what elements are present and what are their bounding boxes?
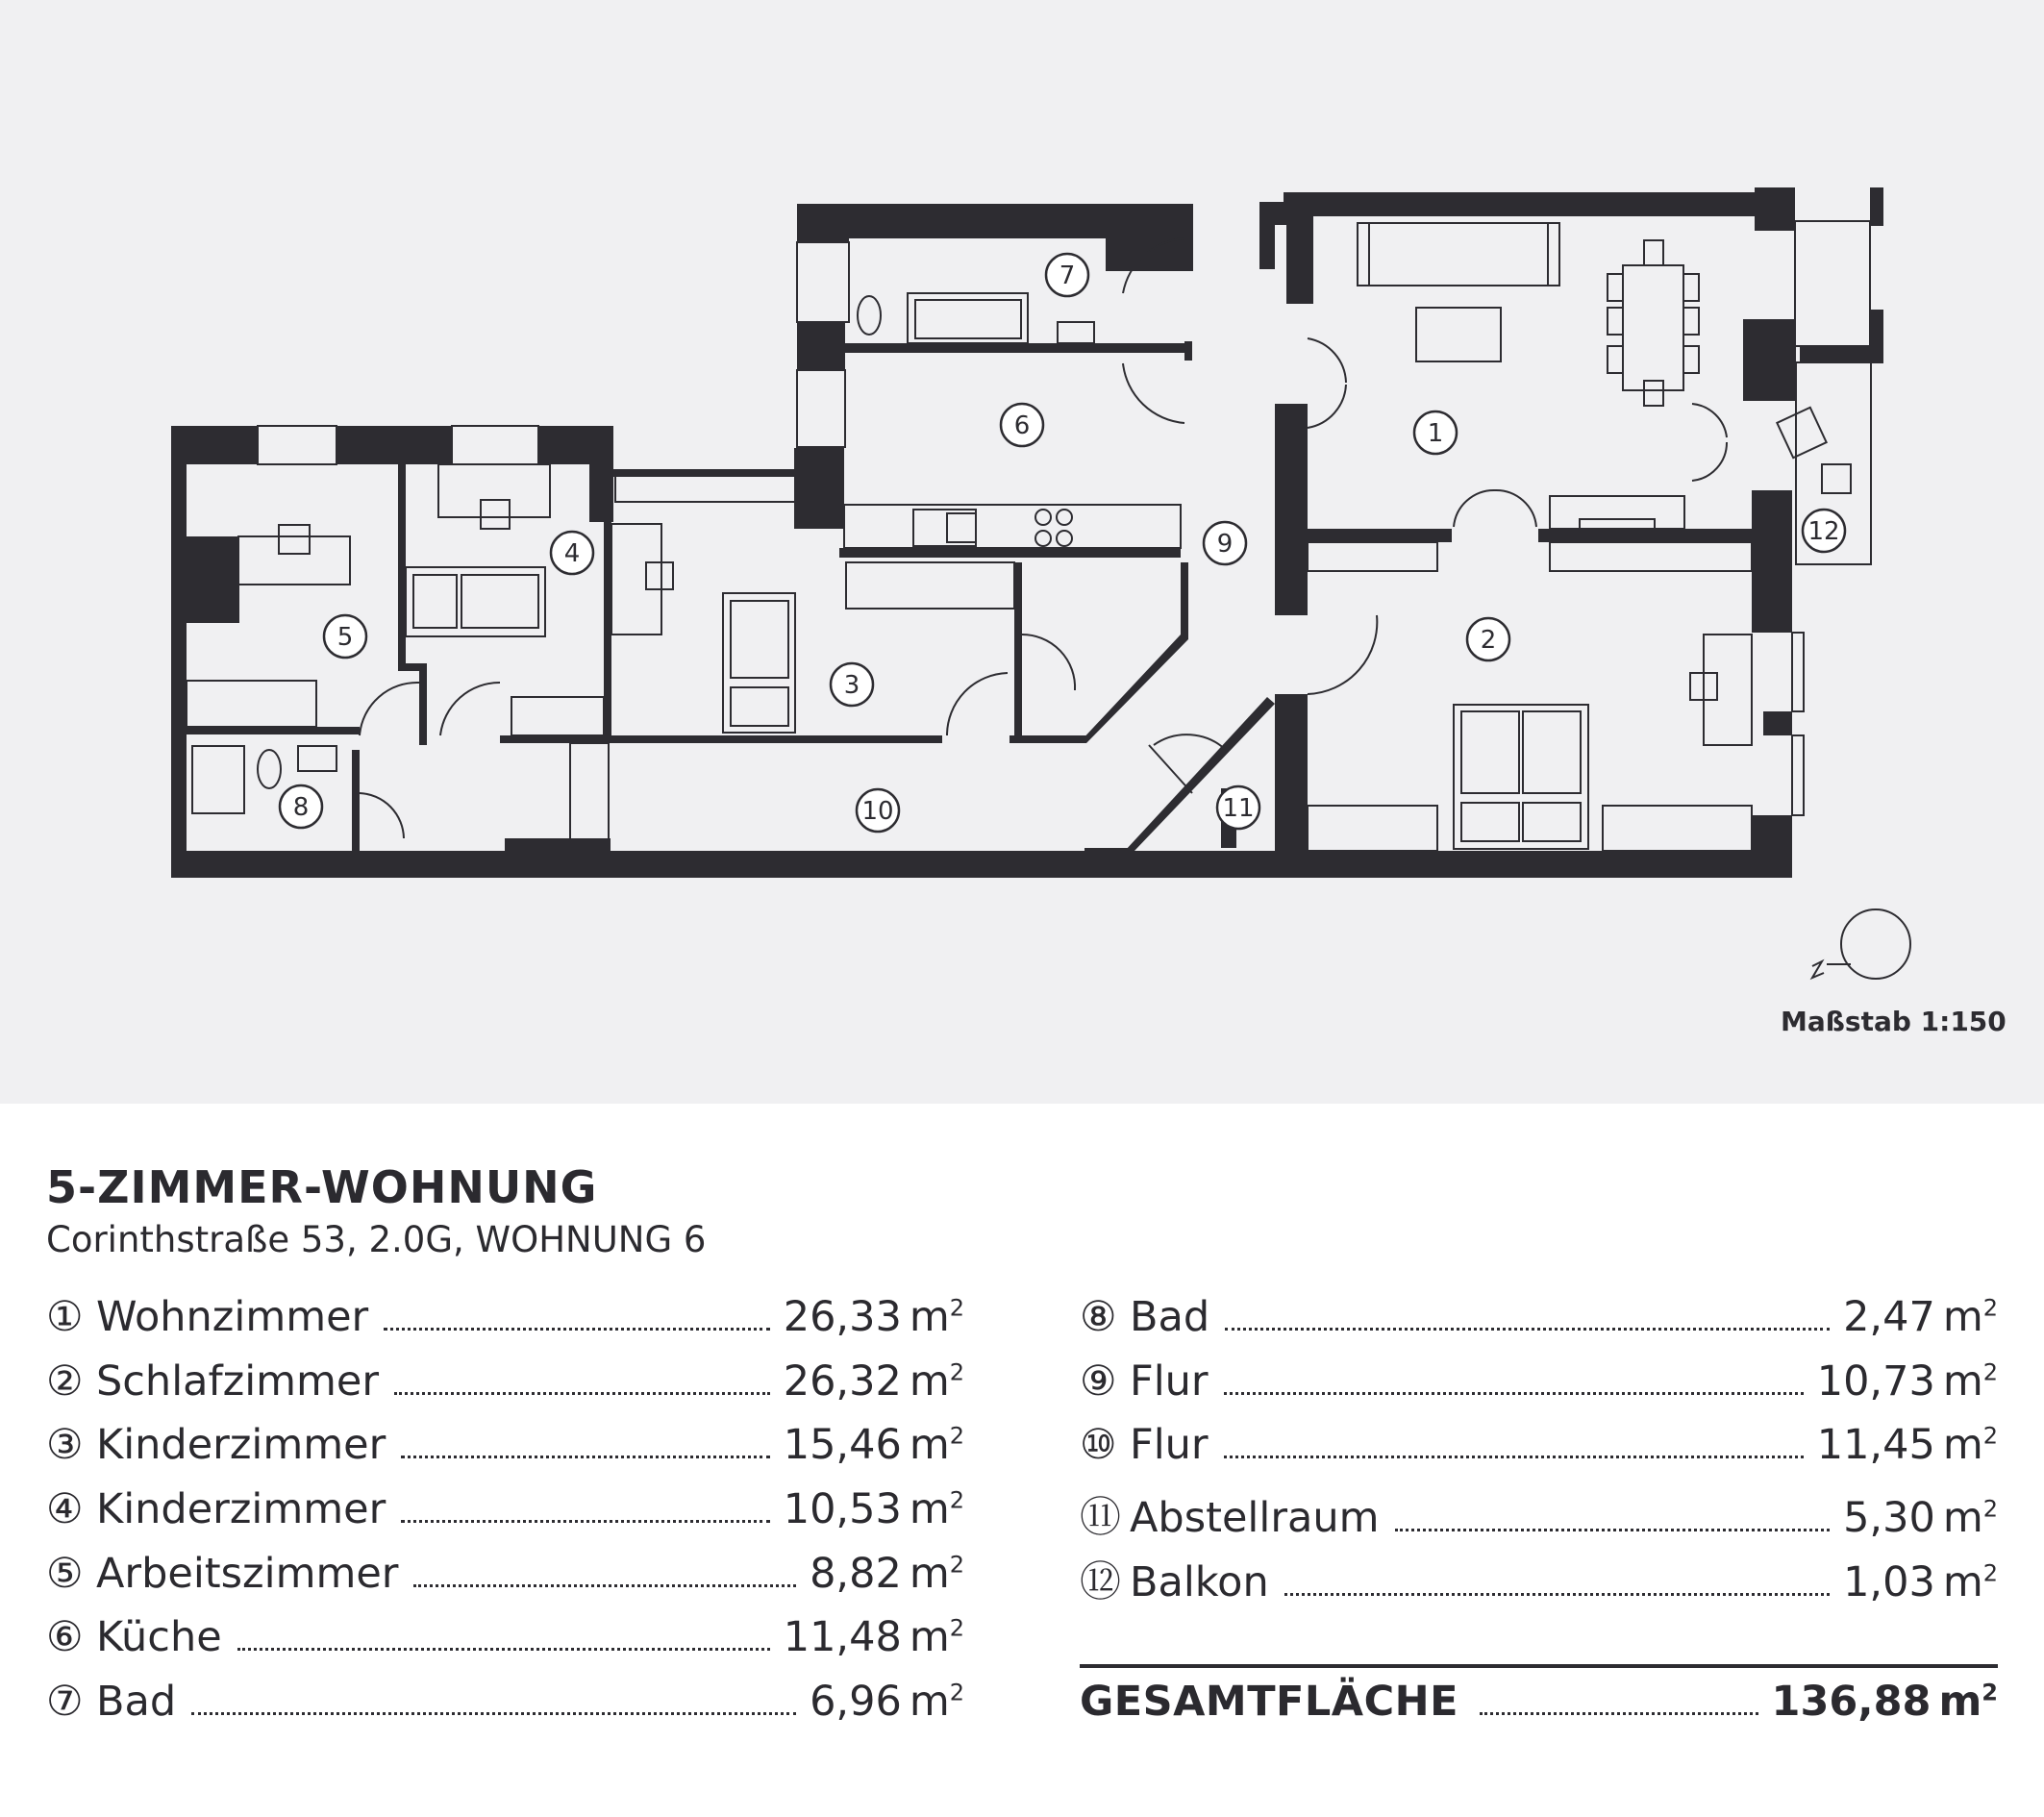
total-label: GESAMTFLÄCHE [1080,1678,1459,1726]
room-list-right [1080,1293,1998,1613]
room-row: ⑤ Arbeitszimmer 8,82 $m^2$ [46,1549,964,1598]
svg-text:10: 10 [861,797,894,826]
svg-text:2: 2 [1480,626,1497,655]
scale-label: Maßstab 1:150 [1781,1006,2007,1037]
svg-text:8: 8 [292,793,310,822]
room-row: ⑦ Bad 6,96 $m^2$ [46,1678,964,1727]
svg-text:9: 9 [1216,530,1234,559]
room-label-4 [551,532,593,574]
room-label-12 [1803,510,1845,552]
svg-text:5: 5 [337,623,354,652]
walls [171,187,1883,878]
room-row: ⑩ Flur 11,45 $m^2$ [1080,1421,1998,1470]
svg-text:1: 1 [1427,419,1444,448]
room-label-7 [1046,254,1088,296]
room-label-6 [1001,404,1043,446]
room-row: ⑫ Balkon 1,03 $m^2$ [1080,1557,1998,1606]
svg-text:12: 12 [1807,517,1840,546]
room-label-2 [1467,618,1509,660]
room-label-9 [1204,522,1246,564]
windows [258,202,1870,839]
room-label-5 [324,615,366,658]
room-label-3 [831,663,873,706]
svg-text:6: 6 [1013,411,1031,440]
svg-text:4: 4 [563,539,581,568]
apartment-info [46,1158,1998,1264]
north-arrow-icon [1812,909,1910,979]
room-row: ⑪ Abstellraum 5,30 $m^2$ [1080,1494,1998,1543]
total-value: 136,88 [1771,1678,1932,1726]
svg-text:3: 3 [843,671,860,700]
room-list-left [46,1293,964,1742]
apartment-title: 5-ZIMMER-WOHNUNG [46,1161,598,1213]
svg-text:11: 11 [1222,794,1255,823]
room-row: ⑨ Flur 10,73 $m^2$ [1080,1357,1998,1406]
room-label-10 [857,789,899,832]
room-label-8 [280,785,322,828]
room-row: ⑧ Bad 2,47 $m^2$ [1080,1293,1998,1341]
room-row: ⑥ Küche 11,48 $m^2$ [46,1613,964,1662]
apartment-address: Corinthstraße 53, 2.0G, WOHNUNG 6 [46,1219,707,1260]
room-label-1 [1414,411,1457,454]
room-row: ① Wohnzimmer 26,33 $m^2$ [46,1293,964,1341]
svg-text:7: 7 [1059,261,1076,290]
room-row: ② Schlafzimmer 26,32 $m^2$ [46,1357,964,1406]
total-divider [1080,1664,1998,1668]
bedroom-furniture [1308,542,1752,851]
total-area-row: GESAMTFLÄCHE 136,88 $m^2$ [1080,1678,1998,1726]
room-label-11 [1217,786,1259,829]
room-row: ④ Kinderzimmer 10,53 $m^2$ [46,1485,964,1534]
room-row: ③ Kinderzimmer 15,46 $m^2$ [46,1421,964,1470]
